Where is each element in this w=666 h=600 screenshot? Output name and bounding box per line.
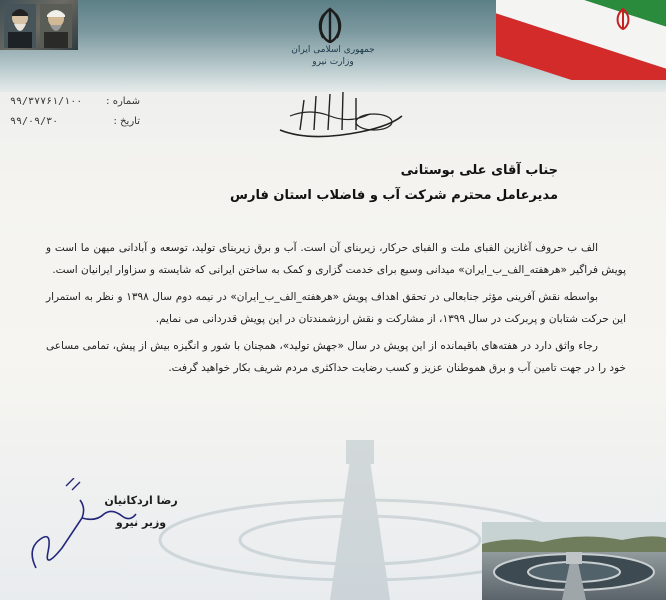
ministry-title bbox=[258, 44, 408, 68]
signer-name: رضا اردکانیان bbox=[104, 494, 178, 507]
signer-title: وزیر نیرو bbox=[115, 516, 167, 529]
body-paragraph-2: بواسطه نقش آفرینی مؤثر جنابعالی در تحقق اهداف پویش «هرهفته_الف_ب_ایران» در نیمه دوم سال ۱۳۹۸ و نظر به استمرار این حرکت شتابان و پربرکت در سال ۱۳۹۹، از مشارکت و نقش ارزشمندتان در این پویش قدردانی می نمایم. bbox=[46, 291, 626, 325]
iran-flag bbox=[496, 0, 666, 80]
body-paragraph-3: رجاء واثق دارد در هفته‌های باقیمانده از این پویش در سال «جهش تولید»، همچنان با شور و انگیزه بیش از پیش، تمامی مساعی خود را در جهت تامین آب و برق هموطنان عزیز و کسب رضایت حداکثری مردم شریف بکار خواهید گرفت. bbox=[46, 340, 626, 374]
leaders-portrait bbox=[0, 0, 78, 50]
water-treatment-photo bbox=[482, 522, 666, 600]
letter-number-label: شماره : bbox=[106, 96, 140, 107]
addressee-title: مدیرعامل محترم شرکت آب و فاضلاب استان فارس bbox=[230, 188, 558, 203]
ministry-line-1: جمهوری اسلامی ایران bbox=[291, 45, 375, 55]
letter-number-row bbox=[10, 92, 140, 112]
letter-date: ۹۹/۰۹/۳۰ bbox=[10, 116, 59, 127]
portrait-right bbox=[40, 4, 72, 48]
letter-date-label: تاریخ : bbox=[113, 116, 140, 127]
basmala-calligraphy bbox=[270, 86, 410, 142]
portrait-left bbox=[4, 4, 36, 48]
letter-date-row bbox=[10, 112, 140, 132]
letter-meta bbox=[10, 92, 140, 132]
signature-block bbox=[86, 490, 196, 534]
letter-number: ۹۹/۳۷۷۶۱/۱۰۰ bbox=[10, 96, 83, 107]
iran-emblem-icon bbox=[310, 6, 350, 46]
flag-emblem-icon bbox=[610, 6, 636, 32]
treatment-plant-image bbox=[482, 522, 666, 600]
ministry-line-2: وزارت نیرو bbox=[312, 57, 354, 67]
letter-body bbox=[46, 238, 626, 385]
addressee-name: جناب آقای علی بوستانی bbox=[400, 163, 558, 178]
body-paragraph-1: الف ب حروف آغازین الفبای ملت و الفبای حرکار، زیربنای آن است. آب و برق زیربنای تولید، توسعه و آبادانی میهن ما است و پویش فراگیر «هرهفته_الف_ب_ایران» میدانی وسیع برای خدمت گزاری و کمک به ساختن ایرانی که شایسته و سزاوار ایرانیان است. bbox=[46, 242, 626, 276]
addressee bbox=[118, 158, 558, 208]
